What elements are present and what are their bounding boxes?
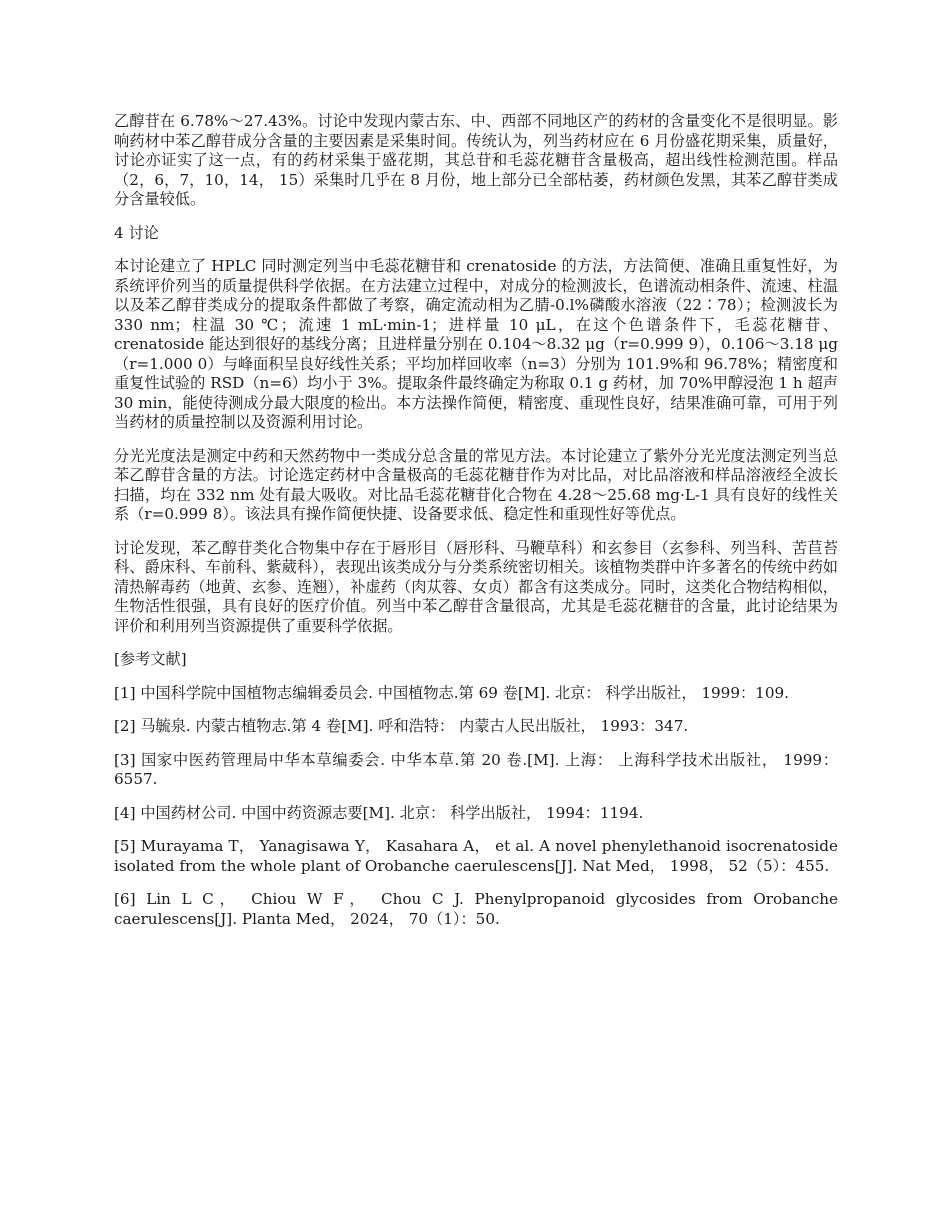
reference-item: [3] 国家中医药管理局中华本草编委会. 中华本草.第 20 卷.[M]. 上海： 上海科学技术出版社， 1999：6557. xyxy=(114,750,838,788)
reference-item: [5] Murayama T， Yanagisawa Y， Kasahara A， et al. A novel phenylethanoid isocrenatoside isolated from the whole plant of Orobanche caerulescens[J]. Nat Med， 1998， 52（5）：455. xyxy=(114,837,838,875)
reference-item: [1] 中国科学院中国植物志编辑委员会. 中国植物志.第 69 卷[M]. 北京： 科学出版社， 1999：109. xyxy=(114,683,789,702)
reference-list xyxy=(114,684,838,930)
paragraph-conclusion: 讨论发现，苯乙醇苷类化合物集中存在于唇形目（唇形科、马鞭草科）和玄参目（玄参科、列当科、苦苣苔科、爵床科、车前科、紫葳科），表现出该类成分与分类系统密切相关。该植物类群中许多著名的传统中药如清热解毒药（地黄、玄参、连翘），补虚药（肉苁蓉、女贞）都含有这类成分。同时，这类化合物结构相似，生物活性很强，具有良好的医疗价值。列当中苯乙醇苷含量很高，尤其是毛蕊花糖苷的含量，此讨论结果为评价和利用列当资源提供了重要科学依据。 xyxy=(114,538,838,635)
references-heading: [参考文献] xyxy=(114,650,187,668)
paragraph-hplc-method: 本讨论建立了 HPLC 同时测定列当中毛蕊花糖苷和 crenatoside 的方法，方法简便、准确且重复性好，为系统评价列当的质量提供科学依据。在方法建立过程中，对成分的检测波长，色谱流动相条件、流速、柱温以及苯乙醇苷类成分的提取条件都做了考察，确定流动相为乙腈-0.l%磷酸水溶液（22∶78）；检测波长为 330 nm；柱温 30 ℃；流速 1 mL·min-1；进样量 10 μL，在这个色谱条件下，毛蕊花糖苷、crenatoside 能达到很好的基线分离；且进样量分别在 0.104～8.32 μg（r=0.999 9），0.106～3.18 μg（r=1.000 0）与峰面积呈良好线性关系；平均加样回收率（n=3）分别为 101.9%和 96.78%；精密度和重复性试验的 RSD（n=6）均小于 3%。提取条件最终确定为称取 0.1 g 药材，加 70%甲醇浸泡 1 h 超声 30 min，能使待测成分最大限度的检出。本方法操作简便，精密度、重现性良好，结果准确可靠，可用于列当药材的质量控制以及资源利用讨论。 xyxy=(114,257,838,431)
reference-item: [6] Lin L C， Chiou W F， Chou C J. Phenylpropanoid glycosides from Orobanche caerulescens[J]. Planta Med， 2024， 70（1）：50. xyxy=(114,890,838,928)
document-body xyxy=(114,112,838,943)
reference-item: [2] 马毓泉. 内蒙古植物志.第 4 卷[M]. 呼和浩特： 内蒙古人民出版社， 1993：347. xyxy=(114,717,689,735)
reference-item: [4] 中国药材公司. 中国中药资源志要[M]. 北京： 科学出版社， 1994：1194. xyxy=(114,803,644,822)
paragraph-intro: 乙醇苷在 6.78%～27.43%。讨论中发现内蒙古东、中、西部不同地区产的药材的含量变化不是很明显。影响药材中苯乙醇苷成分含量的主要因素是采集时间。传统认为，列当药材应在 6 月份盛花期采集，质量好，讨论亦证实了这一点，有的药材采集于盛花期，其总苷和毛蕊花糖苷含量极高，超出线性检测范围。样品（2，6，7，10，14， 15）采集时几乎在 8 月份，地上部分已全部枯萎，药材颜色发黑，其苯乙醇苷类成分含量较低。 xyxy=(114,112,838,208)
section-heading: 4 讨论 xyxy=(114,223,159,242)
paragraph-uv-method: 分光光度法是测定中药和天然药物中一类成分总含量的常见方法。本讨论建立了紫外分光光度法测定列当总苯乙醇苷含量的方法。讨论选定药材中含量极高的毛蕊花糖苷作为对比品，对比品溶液和样品溶液经全波长扫描，均在 332 nm 处有最大吸收。对比品毛蕊花糖苷化合物在 4.28～25.68 mg·L-1 具有良好的线性关系（r=0.999 8）。该法具有操作简便快捷、设备要求低、稳定性和重现性好等优点。 xyxy=(114,446,838,523)
